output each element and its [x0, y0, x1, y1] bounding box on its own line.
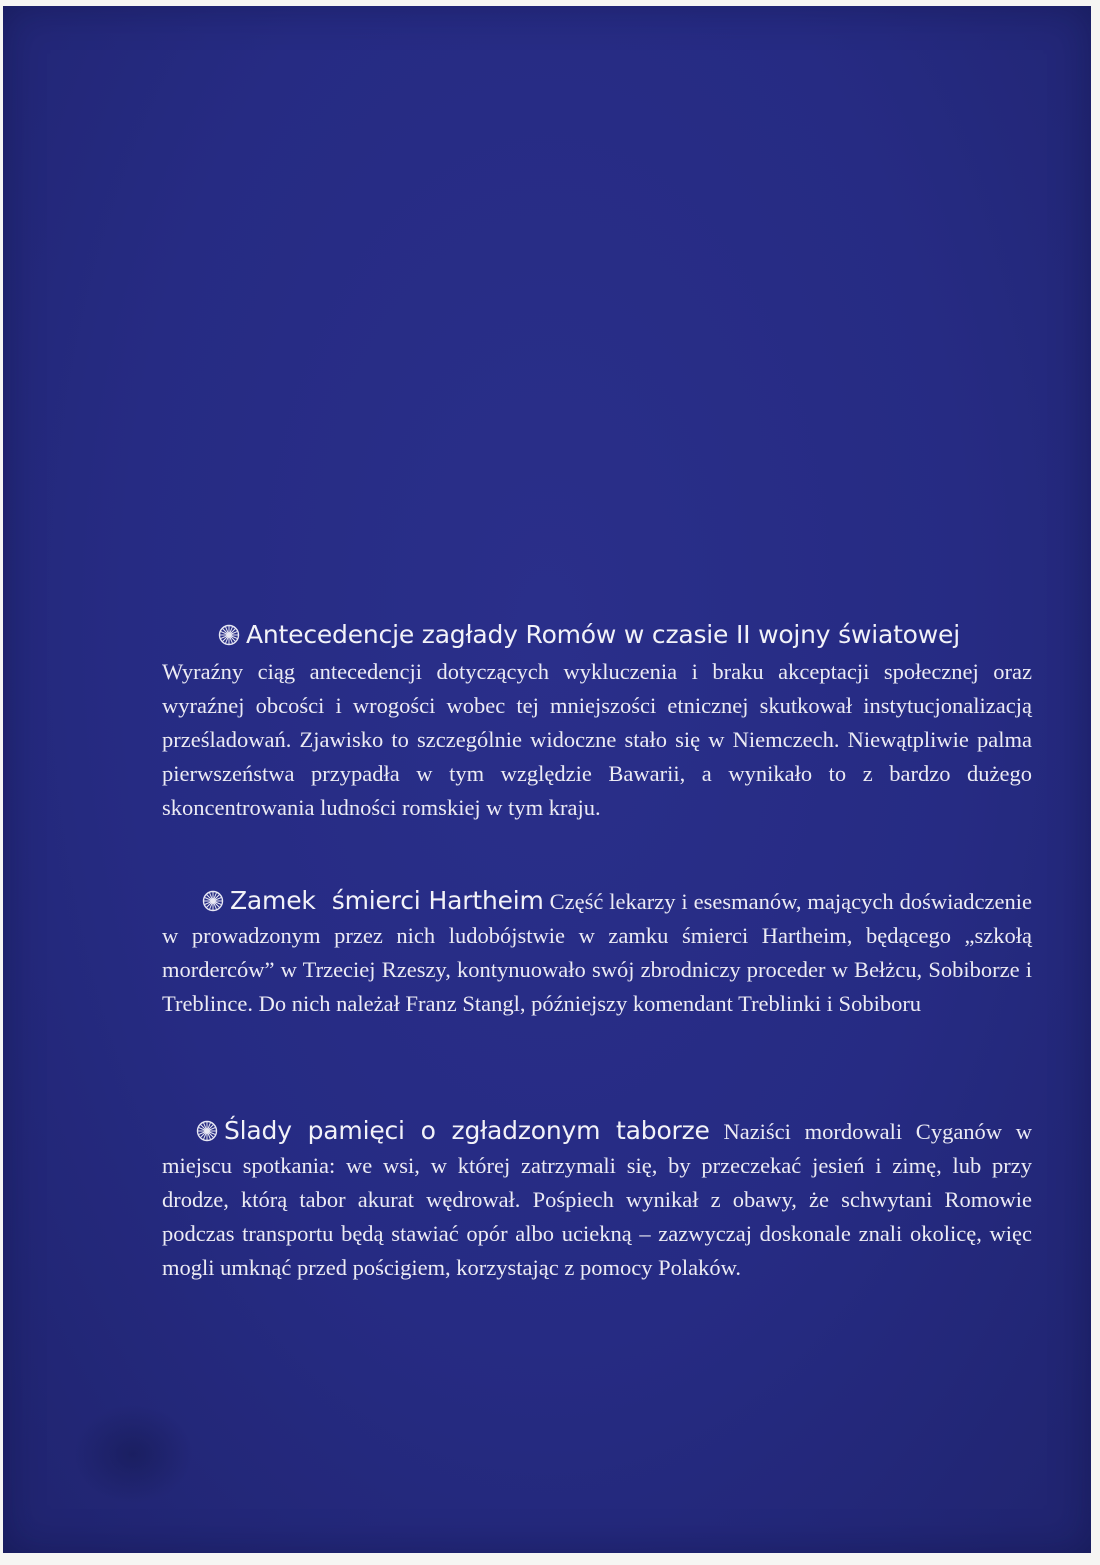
- wheel-icon: [218, 624, 240, 646]
- wheel-icon: [202, 890, 224, 912]
- section-heading: Antecedencje zagłady Romów w czasie II wojny światowej: [246, 620, 960, 649]
- section-body: Wyraźny ciąg antecedencji dotyczących wykluczenia i braku akceptacji społecznej oraz wyraźnej obcości i wrogości wobec tej mniejszości etnicznej skutkował instytucjonalizacją prześladowań. Zjawisko to szczególnie widoczne stało się w Niemczech. Niewątpliwie palma pierwszeństwa przypadła w tym względzie Bawarii, a wynikało to z bardzo dużego skoncentrowania ludności romskiej w tym kraju.: [162, 659, 1032, 820]
- cover-smudge: [73, 1404, 193, 1504]
- section-antecedencje: [162, 618, 1032, 825]
- section-heading: Zamek śmierci Hartheim: [230, 886, 544, 915]
- section-body: Część lekarzy i esesmanów, mających doświadczenie w prowadzonym przez nich ludobójstwie w zamku śmierci Hartheim, będącego „szkołą morderców” w Trzeciej Rzeszy, kontynuowało swój zbrodniczy proceder w Bełżcu, Sobiborze i Treblince. Do nich należał Franz Stangl, późniejszy komendant Treblinki i Sobiboru: [162, 889, 1033, 1016]
- section-hartheim: [162, 884, 1032, 1021]
- section-body: Naziści mordowali Cyganów w miejscu spotkania: we wsi, w której zatrzymali się, by przeczekać jesień i zimę, lub przy drodze, którą tabor akurat wędrował. Pośpiech wynikał z obawy, że schwytani Romowie podczas transportu będą stawiać opór albo uciekną – zazwyczaj doskonale znali okolicę, więc mogli umknąć przed pościgiem, korzystając z pomocy Polaków.: [162, 1119, 1033, 1280]
- section-slady-pamieci: [162, 1114, 1032, 1285]
- wheel-icon: [196, 1120, 218, 1142]
- section-heading: Ślady pamięci o zgładzonym taborze: [224, 1116, 710, 1145]
